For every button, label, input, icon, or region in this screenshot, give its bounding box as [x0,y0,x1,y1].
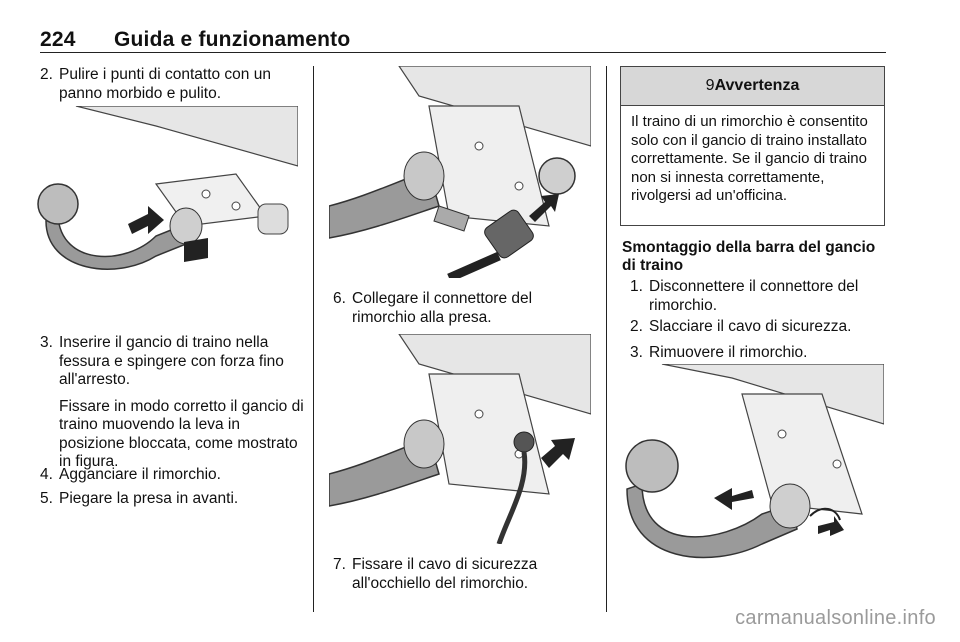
step-7: 7. Fissare il cavo di sicurezza all'occhiello del rimorchio. [333,556,598,593]
header-rule [40,52,886,53]
warning-box [620,66,885,226]
watermark: carmanualsonline.info [735,607,936,629]
step-2-text: Pulire i punti di contatto con un panno morbido e pulito. [59,66,271,102]
removal-step-2: 2. Slacciare il cavo di sicurezza. [630,318,885,337]
step-3-paragraph: Fissare in modo corretto il gancio di traino muovendo la leva in posizione bloccata, come mostrato in figura. [59,397,304,470]
lever-icon [184,238,208,262]
safety-cable-illustration [329,334,591,544]
tow-ball-insert-illustration [36,106,298,278]
warning-symbol: 9 [705,77,715,94]
removal-step-3: 3. Rimuovere il rimorchio. [630,344,885,363]
removal-step-1-text: Disconnettere il connettore del rimorchio. [649,278,859,314]
step-3: 3. Inserire il gancio di traino nella fessura e spingere con forza fino all'arresto. Fissare in modo corretto il gancio di traino muovendo la leva in posizione bloccata, come mostrato in figura. [40,334,304,470]
step-4: 4. Agganciare il rimorchio. [40,466,305,485]
tow-ball-removal-illustration [622,364,884,574]
step-3-text: Inserire il gancio di traino nella fessura e spingere con forza fino all'arresto. [59,334,284,388]
removal-step-3-text: Rimuovere il rimorchio. [649,344,808,361]
step-5: 5. Piegare la presa in avanti. [40,490,305,509]
step-6: 6. Collegare il connettore del rimorchio alla presa. [333,290,598,327]
step-7-text: Fissare il cavo di sicurezza all'occhiello del rimorchio. [352,556,538,592]
socket-connect-illustration [329,66,591,278]
page-number: 224 [40,28,76,51]
step-6-text: Collegare il connettore del rimorchio alla presa. [352,290,533,326]
column-divider-1 [313,66,314,612]
warning-text: Il traino di un rimorchio è consentito solo con il gancio di traino installato correttamente. Se il gancio di traino non si innesta correttamente, rivolgersi ad un'officina. [631,113,868,204]
warning-title: Avvertenza [714,77,800,94]
section-title: Smontaggio della barra del gancio di traino [622,239,876,274]
step-4-text: Agganciare il rimorchio. [59,466,221,483]
removal-step-2-text: Slacciare il cavo di sicurezza. [649,318,852,335]
page-title: Guida e funzionamento [114,28,351,51]
step-2: 2. Pulire i punti di contatto con un panno morbido e pulito. [40,66,305,103]
removal-step-1: 1. Disconnettere il connettore del rimorchio. [630,278,885,315]
warning-header [621,67,884,106]
column-divider-2 [606,66,607,612]
page-header [40,28,350,52]
step-5-text: Piegare la presa in avanti. [59,490,239,507]
